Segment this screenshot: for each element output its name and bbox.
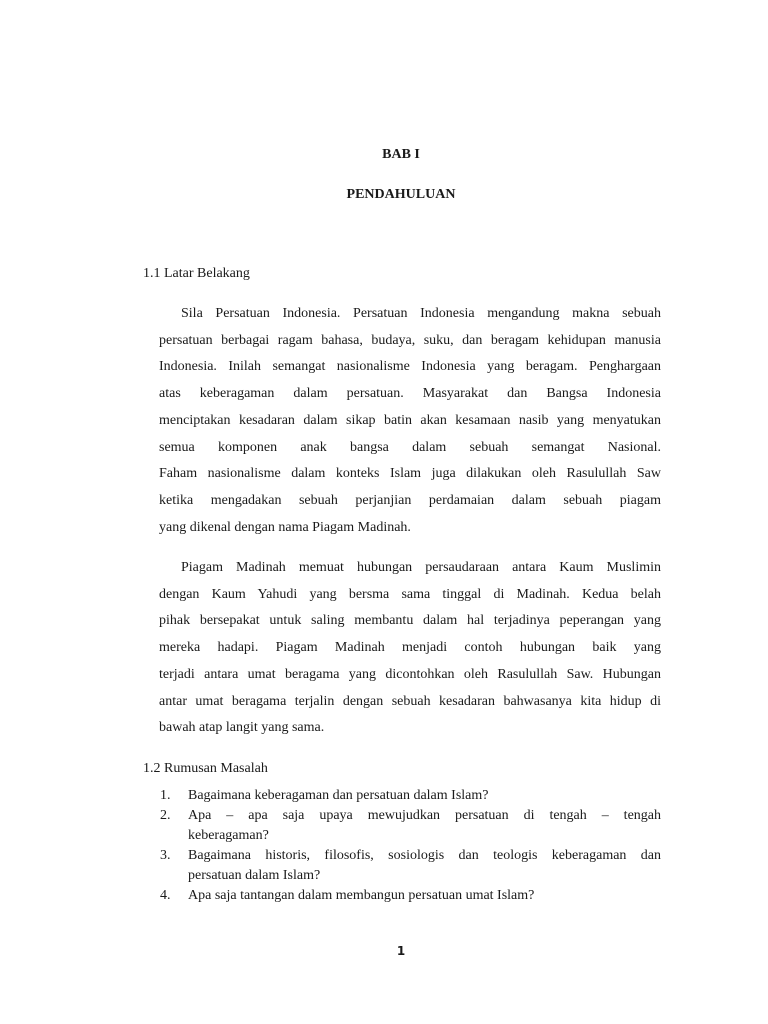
list-item-text: Apa – apa saja upaya mewujudkan persatuan di tengah – tengah bbox=[188, 808, 661, 823]
list-item-number: 2. bbox=[160, 808, 171, 823]
list-item bbox=[160, 806, 661, 846]
section-heading-rumusan-masalah: 1.2 Rumusan Masalah bbox=[143, 761, 268, 776]
list-item bbox=[160, 886, 661, 906]
paragraph-line: menciptakan kesadaran dalam sikap batin akan kesamaan nasib yang menyatukan bbox=[159, 412, 661, 428]
list-item-number: 4. bbox=[160, 888, 171, 903]
list-item-text: keberagaman? bbox=[188, 828, 269, 843]
paragraph-2 bbox=[159, 555, 661, 742]
paragraph-line: mereka hadapi. Piagam Madinah menjadi contoh hubungan baik yang bbox=[159, 640, 661, 656]
paragraph-1 bbox=[159, 301, 661, 541]
question-list bbox=[160, 786, 661, 906]
page-number: 1 bbox=[396, 944, 406, 958]
paragraph-line: dengan Kaum Yahudi yang bersma sama tinggal di Madinah. Kedua belah bbox=[159, 586, 661, 602]
paragraph-line: semua komponen anak bangsa dalam sebuah semangat Nasional. bbox=[159, 439, 661, 455]
list-item-text: Bagaimana historis, filosofis, sosiologis dan teologis keberagaman dan bbox=[188, 848, 661, 863]
chapter-number: BAB I bbox=[382, 147, 420, 162]
paragraph-line: Faham nasionalisme dalam konteks Islam juga dilakukan oleh Rasulullah Saw bbox=[159, 466, 661, 482]
list-item bbox=[160, 846, 661, 886]
list-item-number: 1. bbox=[160, 788, 171, 803]
paragraph-line: atas keberagaman dalam persatuan. Masyarakat dan Bangsa Indonesia bbox=[159, 386, 661, 402]
paragraph-line: yang dikenal dengan nama Piagam Madinah. bbox=[159, 519, 411, 535]
paragraph-line: terjadi antara umat beragama yang dicontohkan oleh Rasulullah Saw. Hubungan bbox=[159, 666, 661, 682]
list-item-number: 3. bbox=[160, 848, 171, 863]
list-item bbox=[160, 786, 661, 806]
paragraph-line: bawah atap langit yang sama. bbox=[159, 720, 325, 736]
paragraph-line: antar umat beragama terjalin dengan sebuah kesadaran bahwasanya kita hidup di bbox=[159, 693, 661, 709]
paragraph-line: pihak bersepakat untuk saling membantu dalam hal terjadinya peperangan yang bbox=[159, 613, 661, 629]
section-heading-latar-belakang: 1.1 Latar Belakang bbox=[143, 266, 250, 281]
chapter-title: PENDAHULUAN bbox=[346, 187, 456, 202]
paragraph-line: ketika mengadakan sebuah perjanjian perdamaian dalam sebuah piagam bbox=[159, 492, 661, 508]
list-item-text: persatuan dalam Islam? bbox=[188, 868, 321, 883]
list-item-text: Apa saja tantangan dalam membangun persatuan umat Islam? bbox=[188, 888, 535, 903]
paragraph-line: Indonesia. Inilah semangat nasionalisme Indonesia yang beragam. Penghargaan bbox=[159, 359, 661, 375]
list-item-text: Bagaimana keberagaman dan persatuan dalam Islam? bbox=[188, 788, 489, 803]
paragraph-line: Piagam Madinah memuat hubungan persaudaraan antara Kaum Muslimin bbox=[181, 560, 661, 575]
paragraph-line: persatuan berbagai ragam bahasa, budaya, suku, dan beragam kehidupan manusia bbox=[159, 332, 661, 348]
paragraph-line: Sila Persatuan Indonesia. Persatuan Indonesia mengandung makna sebuah bbox=[181, 306, 661, 321]
